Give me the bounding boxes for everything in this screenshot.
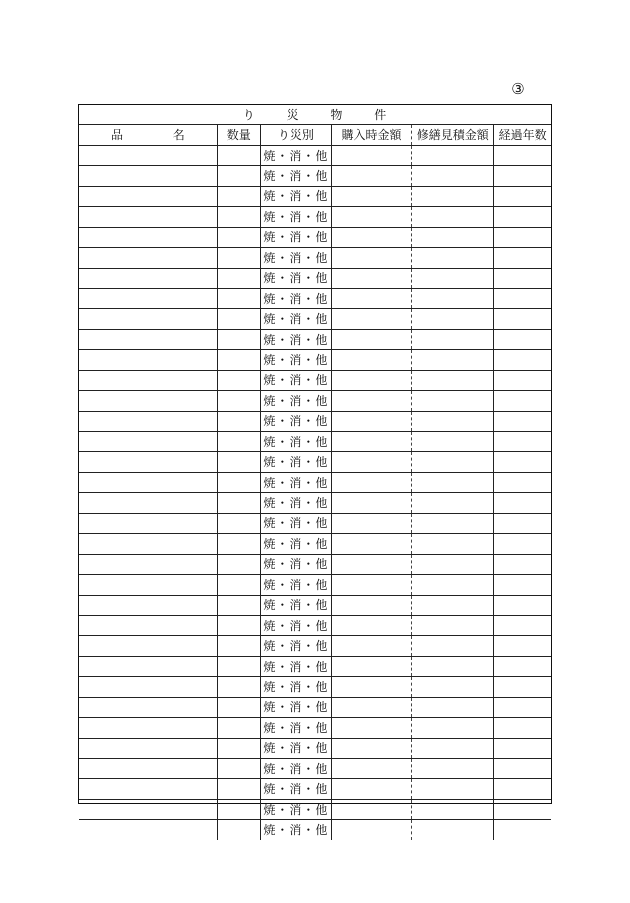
- cell-purchase-amount[interactable]: [331, 329, 411, 349]
- table-row: [79, 309, 551, 329]
- cell-quantity[interactable]: [217, 738, 260, 758]
- cell-purchase-amount[interactable]: [331, 248, 411, 268]
- cell-years-elapsed[interactable]: [494, 350, 551, 370]
- cell-damage-type[interactable]: 焼・消・他: [260, 493, 331, 513]
- cell-years-elapsed[interactable]: [494, 329, 551, 349]
- cell-quantity[interactable]: [217, 411, 260, 431]
- table-row: [79, 820, 551, 840]
- cell-item-name[interactable]: [79, 575, 217, 595]
- cell-repair-estimate[interactable]: [412, 595, 494, 615]
- cell-repair-estimate[interactable]: [412, 554, 494, 574]
- table-row: [79, 329, 551, 349]
- damaged-property-table: [79, 105, 551, 840]
- page-number-mark: ③: [511, 80, 525, 98]
- cell-damage-type[interactable]: 焼・消・他: [260, 248, 331, 268]
- cell-years-elapsed[interactable]: [494, 207, 551, 227]
- cell-years-elapsed[interactable]: [494, 472, 551, 492]
- cell-purchase-amount[interactable]: [331, 697, 411, 717]
- cell-quantity[interactable]: [217, 370, 260, 390]
- table-row: [79, 227, 551, 247]
- cell-repair-estimate[interactable]: [412, 391, 494, 411]
- cell-repair-estimate[interactable]: [412, 432, 494, 452]
- cell-repair-estimate[interactable]: [412, 350, 494, 370]
- table-row: [79, 615, 551, 635]
- cell-damage-type[interactable]: 焼・消・他: [260, 432, 331, 452]
- table-row: [79, 145, 551, 165]
- table-row: [79, 472, 551, 492]
- cell-years-elapsed[interactable]: [494, 636, 551, 656]
- cell-purchase-amount[interactable]: [331, 493, 411, 513]
- cell-years-elapsed[interactable]: [494, 493, 551, 513]
- cell-quantity[interactable]: [217, 452, 260, 472]
- cell-item-name[interactable]: [79, 493, 217, 513]
- table-row: [79, 391, 551, 411]
- cell-damage-type[interactable]: 焼・消・他: [260, 452, 331, 472]
- cell-purchase-amount[interactable]: [331, 452, 411, 472]
- cell-years-elapsed[interactable]: [494, 738, 551, 758]
- cell-quantity[interactable]: [217, 268, 260, 288]
- cell-item-name[interactable]: [79, 411, 217, 431]
- cell-damage-type[interactable]: 焼・消・他: [260, 554, 331, 574]
- cell-quantity[interactable]: [217, 145, 260, 165]
- table-row: [79, 799, 551, 819]
- cell-quantity[interactable]: [217, 534, 260, 554]
- cell-damage-type[interactable]: 焼・消・他: [260, 288, 331, 308]
- cell-item-name[interactable]: [79, 513, 217, 533]
- cell-repair-estimate[interactable]: [412, 145, 494, 165]
- cell-quantity[interactable]: [217, 186, 260, 206]
- cell-repair-estimate[interactable]: [412, 738, 494, 758]
- cell-repair-estimate[interactable]: [412, 820, 494, 840]
- cell-years-elapsed[interactable]: [494, 186, 551, 206]
- cell-purchase-amount[interactable]: [331, 309, 411, 329]
- table-row: [79, 186, 551, 206]
- cell-purchase-amount[interactable]: [331, 534, 411, 554]
- cell-damage-type[interactable]: 焼・消・他: [260, 166, 331, 186]
- cell-repair-estimate[interactable]: [412, 697, 494, 717]
- cell-quantity[interactable]: [217, 575, 260, 595]
- cell-damage-type[interactable]: 焼・消・他: [260, 391, 331, 411]
- cell-purchase-amount[interactable]: [331, 779, 411, 799]
- cell-years-elapsed[interactable]: [494, 595, 551, 615]
- cell-years-elapsed[interactable]: [494, 248, 551, 268]
- cell-quantity[interactable]: [217, 391, 260, 411]
- cell-purchase-amount[interactable]: [331, 554, 411, 574]
- table-row: [79, 738, 551, 758]
- cell-quantity[interactable]: [217, 677, 260, 697]
- cell-purchase-amount[interactable]: [331, 186, 411, 206]
- cell-repair-estimate[interactable]: [412, 575, 494, 595]
- cell-quantity[interactable]: [217, 554, 260, 574]
- header-damage-type: り災別: [260, 125, 331, 145]
- cell-item-name[interactable]: [79, 554, 217, 574]
- cell-years-elapsed[interactable]: [494, 513, 551, 533]
- header-item-name-text: 品 名: [110, 128, 185, 143]
- cell-damage-type[interactable]: 焼・消・他: [260, 738, 331, 758]
- cell-quantity[interactable]: [217, 759, 260, 779]
- table-row: [79, 432, 551, 452]
- cell-repair-estimate[interactable]: [412, 452, 494, 472]
- cell-item-name[interactable]: [79, 656, 217, 676]
- cell-years-elapsed[interactable]: [494, 166, 551, 186]
- cell-damage-type[interactable]: 焼・消・他: [260, 615, 331, 635]
- cell-years-elapsed[interactable]: [494, 718, 551, 738]
- cell-purchase-amount[interactable]: [331, 472, 411, 492]
- table-row: [79, 636, 551, 656]
- cell-years-elapsed[interactable]: [494, 145, 551, 165]
- cell-purchase-amount[interactable]: [331, 145, 411, 165]
- table-body: [79, 145, 551, 839]
- cell-repair-estimate[interactable]: [412, 615, 494, 635]
- cell-item-name[interactable]: [79, 534, 217, 554]
- cell-years-elapsed[interactable]: [494, 779, 551, 799]
- cell-item-name[interactable]: [79, 779, 217, 799]
- cell-years-elapsed[interactable]: [494, 656, 551, 676]
- cell-repair-estimate[interactable]: [412, 329, 494, 349]
- cell-item-name[interactable]: [79, 738, 217, 758]
- cell-years-elapsed[interactable]: [494, 759, 551, 779]
- cell-repair-estimate[interactable]: [412, 166, 494, 186]
- cell-item-name[interactable]: [79, 288, 217, 308]
- table-row: [79, 554, 551, 574]
- cell-years-elapsed[interactable]: [494, 452, 551, 472]
- cell-item-name[interactable]: [79, 350, 217, 370]
- cell-damage-type[interactable]: 焼・消・他: [260, 472, 331, 492]
- table-row: [79, 513, 551, 533]
- cell-repair-estimate[interactable]: [412, 513, 494, 533]
- cell-purchase-amount[interactable]: [331, 799, 411, 819]
- cell-item-name[interactable]: [79, 759, 217, 779]
- cell-repair-estimate[interactable]: [412, 493, 494, 513]
- cell-damage-type[interactable]: 焼・消・他: [260, 759, 331, 779]
- cell-years-elapsed[interactable]: [494, 697, 551, 717]
- table-row: [79, 656, 551, 676]
- table-title: [79, 105, 551, 125]
- table-row: [79, 718, 551, 738]
- cell-quantity[interactable]: [217, 718, 260, 738]
- cell-repair-estimate[interactable]: [412, 288, 494, 308]
- cell-years-elapsed[interactable]: [494, 575, 551, 595]
- cell-repair-estimate[interactable]: [412, 534, 494, 554]
- table-row: [79, 350, 551, 370]
- cell-damage-type[interactable]: 焼・消・他: [260, 677, 331, 697]
- cell-purchase-amount[interactable]: [331, 595, 411, 615]
- cell-purchase-amount[interactable]: [331, 718, 411, 738]
- cell-repair-estimate[interactable]: [412, 718, 494, 738]
- cell-quantity[interactable]: [217, 779, 260, 799]
- cell-quantity[interactable]: [217, 615, 260, 635]
- damaged-property-sheet: [78, 104, 552, 838]
- cell-item-name[interactable]: [79, 329, 217, 349]
- cell-damage-type[interactable]: 焼・消・他: [260, 718, 331, 738]
- table-row: [79, 677, 551, 697]
- cell-quantity[interactable]: [217, 350, 260, 370]
- cell-item-name[interactable]: [79, 391, 217, 411]
- cell-years-elapsed[interactable]: [494, 820, 551, 840]
- cell-repair-estimate[interactable]: [412, 370, 494, 390]
- cell-purchase-amount[interactable]: [331, 615, 411, 635]
- cell-damage-type[interactable]: 焼・消・他: [260, 329, 331, 349]
- cell-years-elapsed[interactable]: [494, 799, 551, 819]
- cell-damage-type[interactable]: 焼・消・他: [260, 370, 331, 390]
- cell-damage-type[interactable]: 焼・消・他: [260, 575, 331, 595]
- cell-quantity[interactable]: [217, 288, 260, 308]
- cell-purchase-amount[interactable]: [331, 207, 411, 227]
- table-row: [79, 268, 551, 288]
- cell-purchase-amount[interactable]: [331, 759, 411, 779]
- table-row: [79, 370, 551, 390]
- header-quantity: 数量: [217, 125, 260, 145]
- cell-quantity[interactable]: [217, 472, 260, 492]
- cell-item-name[interactable]: [79, 636, 217, 656]
- cell-item-name[interactable]: [79, 472, 217, 492]
- cell-quantity[interactable]: [217, 329, 260, 349]
- cell-damage-type[interactable]: 焼・消・他: [260, 145, 331, 165]
- cell-purchase-amount[interactable]: [331, 575, 411, 595]
- cell-quantity[interactable]: [217, 799, 260, 819]
- cell-damage-type[interactable]: 焼・消・他: [260, 350, 331, 370]
- cell-years-elapsed[interactable]: [494, 391, 551, 411]
- cell-quantity[interactable]: [217, 227, 260, 247]
- header-years-elapsed: 経過年数: [494, 125, 551, 145]
- cell-item-name[interactable]: [79, 615, 217, 635]
- cell-repair-estimate[interactable]: [412, 472, 494, 492]
- cell-years-elapsed[interactable]: [494, 411, 551, 431]
- cell-damage-type[interactable]: 焼・消・他: [260, 513, 331, 533]
- cell-damage-type[interactable]: 焼・消・他: [260, 697, 331, 717]
- cell-purchase-amount[interactable]: [331, 370, 411, 390]
- cell-quantity[interactable]: [217, 166, 260, 186]
- table-row: [79, 166, 551, 186]
- cell-item-name[interactable]: [79, 370, 217, 390]
- cell-quantity[interactable]: [217, 820, 260, 840]
- cell-repair-estimate[interactable]: [412, 759, 494, 779]
- cell-repair-estimate[interactable]: [412, 656, 494, 676]
- cell-years-elapsed[interactable]: [494, 227, 551, 247]
- cell-purchase-amount[interactable]: [331, 513, 411, 533]
- cell-item-name[interactable]: [79, 452, 217, 472]
- cell-purchase-amount[interactable]: [331, 268, 411, 288]
- cell-purchase-amount[interactable]: [331, 677, 411, 697]
- cell-years-elapsed[interactable]: [494, 554, 551, 574]
- cell-purchase-amount[interactable]: [331, 288, 411, 308]
- cell-quantity[interactable]: [217, 636, 260, 656]
- cell-repair-estimate[interactable]: [412, 227, 494, 247]
- cell-years-elapsed[interactable]: [494, 677, 551, 697]
- cell-purchase-amount[interactable]: [331, 656, 411, 676]
- cell-purchase-amount[interactable]: [331, 391, 411, 411]
- cell-item-name[interactable]: [79, 820, 217, 840]
- cell-repair-estimate[interactable]: [412, 636, 494, 656]
- cell-damage-type[interactable]: 焼・消・他: [260, 636, 331, 656]
- table-row: [79, 759, 551, 779]
- table-header-row: [79, 125, 551, 145]
- cell-repair-estimate[interactable]: [412, 677, 494, 697]
- cell-repair-estimate[interactable]: [412, 248, 494, 268]
- cell-years-elapsed[interactable]: [494, 370, 551, 390]
- table-title-row: [79, 105, 551, 125]
- cell-item-name[interactable]: [79, 227, 217, 247]
- cell-quantity[interactable]: [217, 493, 260, 513]
- cell-purchase-amount[interactable]: [331, 166, 411, 186]
- cell-damage-type[interactable]: 焼・消・他: [260, 268, 331, 288]
- cell-item-name[interactable]: [79, 207, 217, 227]
- header-repair-estimate: 修繕見積金額: [412, 125, 494, 145]
- cell-purchase-amount[interactable]: [331, 227, 411, 247]
- table-row: [79, 575, 551, 595]
- cell-years-elapsed[interactable]: [494, 309, 551, 329]
- cell-years-elapsed[interactable]: [494, 432, 551, 452]
- cell-repair-estimate[interactable]: [412, 411, 494, 431]
- cell-item-name[interactable]: [79, 166, 217, 186]
- cell-repair-estimate[interactable]: [412, 268, 494, 288]
- table-row: [79, 248, 551, 268]
- cell-repair-estimate[interactable]: [412, 799, 494, 819]
- cell-purchase-amount[interactable]: [331, 636, 411, 656]
- cell-quantity[interactable]: [217, 697, 260, 717]
- table-row: [79, 493, 551, 513]
- cell-damage-type[interactable]: 焼・消・他: [260, 534, 331, 554]
- cell-item-name[interactable]: [79, 718, 217, 738]
- cell-years-elapsed[interactable]: [494, 534, 551, 554]
- cell-item-name[interactable]: [79, 268, 217, 288]
- cell-item-name[interactable]: [79, 677, 217, 697]
- cell-damage-type[interactable]: 焼・消・他: [260, 227, 331, 247]
- cell-damage-type[interactable]: 焼・消・他: [260, 779, 331, 799]
- cell-damage-type[interactable]: 焼・消・他: [260, 309, 331, 329]
- cell-quantity[interactable]: [217, 207, 260, 227]
- header-item-name: [79, 125, 217, 145]
- cell-item-name[interactable]: [79, 595, 217, 615]
- cell-years-elapsed[interactable]: [494, 288, 551, 308]
- cell-quantity[interactable]: [217, 248, 260, 268]
- cell-quantity[interactable]: [217, 595, 260, 615]
- cell-quantity[interactable]: [217, 432, 260, 452]
- cell-repair-estimate[interactable]: [412, 186, 494, 206]
- header-purchase-amount: 購入時金額: [331, 125, 411, 145]
- cell-item-name[interactable]: [79, 432, 217, 452]
- cell-damage-type[interactable]: 焼・消・他: [260, 595, 331, 615]
- cell-years-elapsed[interactable]: [494, 268, 551, 288]
- cell-repair-estimate[interactable]: [412, 779, 494, 799]
- cell-damage-type[interactable]: 焼・消・他: [260, 820, 331, 840]
- table-row: [79, 288, 551, 308]
- table-row: [79, 452, 551, 472]
- cell-item-name[interactable]: [79, 697, 217, 717]
- cell-damage-type[interactable]: 焼・消・他: [260, 207, 331, 227]
- cell-purchase-amount[interactable]: [331, 738, 411, 758]
- cell-repair-estimate[interactable]: [412, 309, 494, 329]
- table-row: [79, 595, 551, 615]
- cell-item-name[interactable]: [79, 309, 217, 329]
- cell-item-name[interactable]: [79, 799, 217, 819]
- cell-purchase-amount[interactable]: [331, 350, 411, 370]
- cell-purchase-amount[interactable]: [331, 820, 411, 840]
- cell-purchase-amount[interactable]: [331, 411, 411, 431]
- table-row: [79, 697, 551, 717]
- cell-damage-type[interactable]: 焼・消・他: [260, 186, 331, 206]
- cell-quantity[interactable]: [217, 656, 260, 676]
- cell-quantity[interactable]: [217, 513, 260, 533]
- cell-item-name[interactable]: [79, 186, 217, 206]
- table-row: [79, 779, 551, 799]
- cell-years-elapsed[interactable]: [494, 615, 551, 635]
- cell-purchase-amount[interactable]: [331, 432, 411, 452]
- cell-damage-type[interactable]: 焼・消・他: [260, 799, 331, 819]
- table-title-text: り 災 物 件: [242, 107, 388, 122]
- cell-quantity[interactable]: [217, 309, 260, 329]
- table-row: [79, 207, 551, 227]
- cell-damage-type[interactable]: 焼・消・他: [260, 411, 331, 431]
- table-row: [79, 411, 551, 431]
- cell-item-name[interactable]: [79, 248, 217, 268]
- table-row: [79, 534, 551, 554]
- cell-damage-type[interactable]: 焼・消・他: [260, 656, 331, 676]
- cell-item-name[interactable]: [79, 145, 217, 165]
- cell-repair-estimate[interactable]: [412, 207, 494, 227]
